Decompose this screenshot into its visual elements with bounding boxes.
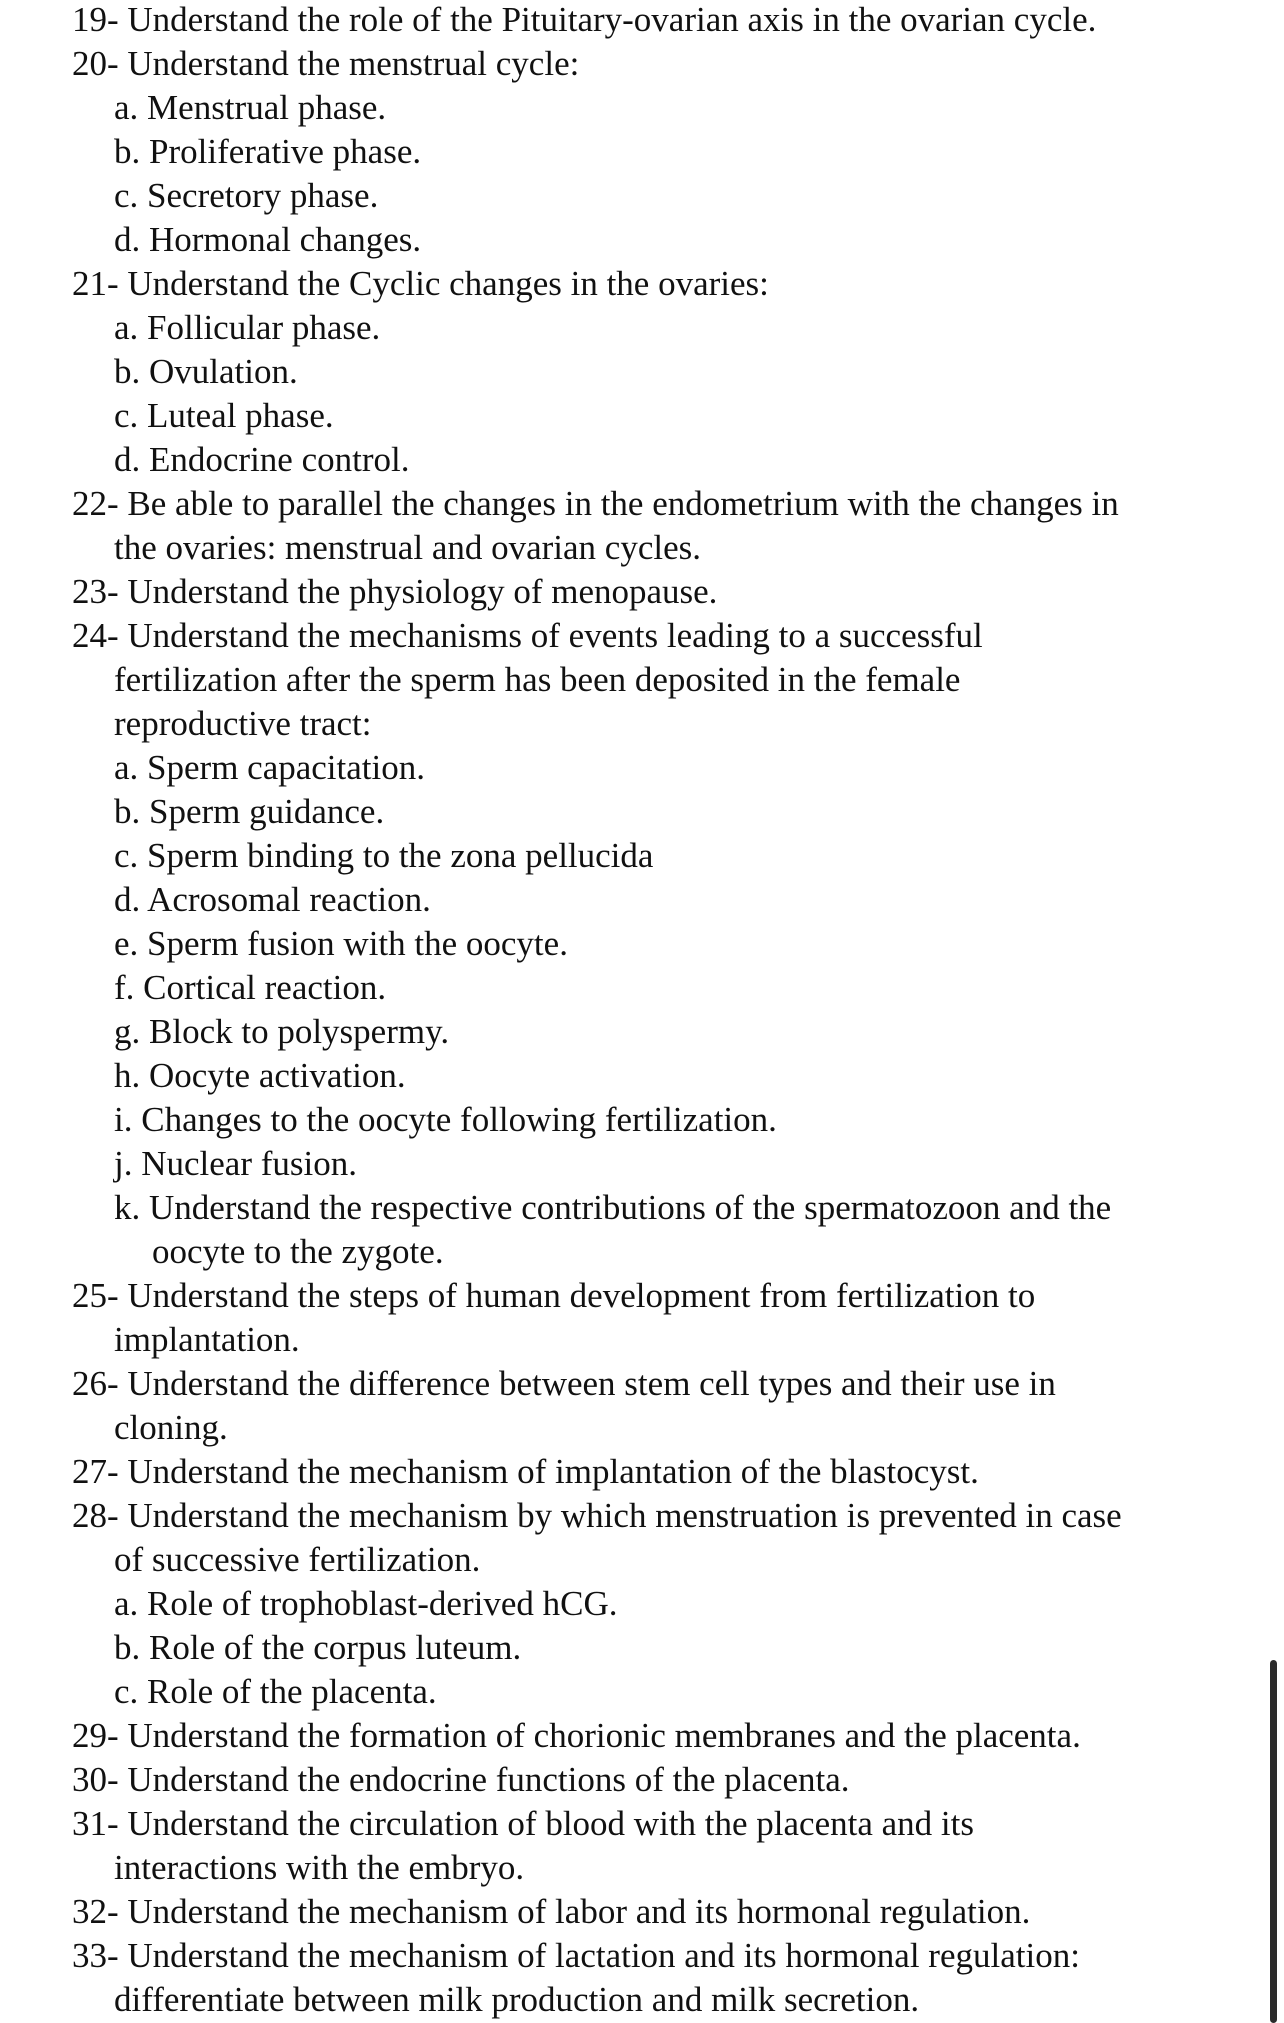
objective-33-cont: differentiate between milk production and milk secretion. (114, 1980, 920, 2019)
objective-26: 26- Understand the difference between stem cell types and their use in (72, 1364, 1056, 1403)
objective-24-item-g: g. Block to polyspermy. (114, 1012, 450, 1051)
objective-20-item-c: c. Secretory phase. (114, 176, 379, 215)
objective-24: 24- Understand the mechanisms of events leading to a successful (72, 616, 983, 655)
objective-22-cont: the ovaries: menstrual and ovarian cycles. (114, 528, 702, 567)
objective-31-cont: interactions with the embryo. (114, 1848, 525, 1887)
objective-24-item-c: c. Sperm binding to the zona pellucida (114, 836, 654, 875)
objective-28-item-c: c. Role of the placenta. (114, 1672, 437, 1711)
objective-24-cont-1: fertilization after the sperm has been deposited in the female (114, 660, 961, 699)
objective-24-item-b: b. Sperm guidance. (114, 792, 385, 831)
objective-21-item-c: c. Luteal phase. (114, 396, 334, 435)
objective-24-cont-2: reproductive tract: (114, 704, 372, 743)
objective-20: 20- Understand the menstrual cycle: (72, 44, 580, 83)
vertical-scrollbar[interactable] (1270, 1660, 1277, 2023)
objective-24-item-i: i. Changes to the oocyte following fertilization. (114, 1100, 777, 1139)
objective-25: 25- Understand the steps of human development from fertilization to (72, 1276, 1036, 1315)
objective-21-item-a: a. Follicular phase. (114, 308, 381, 347)
objective-24-item-j: j. Nuclear fusion. (114, 1144, 357, 1183)
objective-22: 22- Be able to parallel the changes in the endometrium with the changes in (72, 484, 1119, 523)
objective-28-item-b: b. Role of the corpus luteum. (114, 1628, 522, 1667)
objective-31: 31- Understand the circulation of blood with the placenta and its (72, 1804, 974, 1843)
objective-20-item-a: a. Menstrual phase. (114, 88, 387, 127)
objective-24-item-a: a. Sperm capacitation. (114, 748, 425, 787)
objective-19: 19- Understand the role of the Pituitary-ovarian axis in the ovarian cycle. (72, 0, 1097, 39)
objective-33: 33- Understand the mechanism of lactation and its hormonal regulation: (72, 1936, 1080, 1975)
objective-32: 32- Understand the mechanism of labor and its hormonal regulation. (72, 1892, 1031, 1931)
objective-28: 28- Understand the mechanism by which menstruation is prevented in case (72, 1496, 1122, 1535)
objective-24-item-k: k. Understand the respective contributions of the spermatozoon and the (114, 1188, 1112, 1227)
objective-24-item-k-cont: oocyte to the zygote. (152, 1232, 444, 1271)
objective-24-item-e: e. Sperm fusion with the oocyte. (114, 924, 568, 963)
objective-30: 30- Understand the endocrine functions of the placenta. (72, 1760, 850, 1799)
objective-24-item-h: h. Oocyte activation. (114, 1056, 406, 1095)
objective-27: 27- Understand the mechanism of implantation of the blastocyst. (72, 1452, 979, 1491)
objective-24-item-f: f. Cortical reaction. (114, 968, 387, 1007)
objective-20-item-d: d. Hormonal changes. (114, 220, 422, 259)
objective-21-item-b: b. Ovulation. (114, 352, 298, 391)
objective-23: 23- Understand the physiology of menopause. (72, 572, 718, 611)
objective-20-item-b: b. Proliferative phase. (114, 132, 422, 171)
objective-24-item-d: d. Acrosomal reaction. (114, 880, 431, 919)
objective-28-cont: of successive fertilization. (114, 1540, 481, 1579)
objective-28-item-a: a. Role of trophoblast-derived hCG. (114, 1584, 618, 1623)
objective-29: 29- Understand the formation of chorionic membranes and the placenta. (72, 1716, 1081, 1755)
objective-25-cont: implantation. (114, 1320, 300, 1359)
objective-21-item-d: d. Endocrine control. (114, 440, 410, 479)
objective-26-cont: cloning. (114, 1408, 228, 1447)
objective-21: 21- Understand the Cyclic changes in the ovaries: (72, 264, 769, 303)
